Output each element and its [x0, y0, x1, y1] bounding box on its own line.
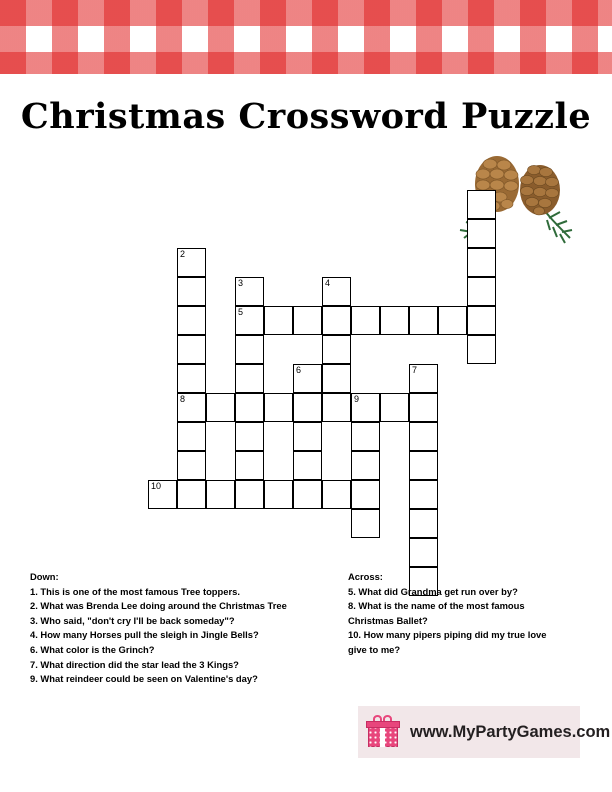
crossword-cell[interactable] [351, 393, 380, 422]
cell-number: 7 [412, 365, 418, 375]
crossword-cell[interactable] [293, 451, 322, 480]
crossword-cell[interactable] [409, 364, 438, 393]
crossword-cell[interactable] [235, 306, 264, 335]
cell-number: 4 [325, 278, 331, 288]
cell-number: 9 [354, 394, 360, 404]
crossword-cell[interactable] [148, 480, 177, 509]
cell-number: 10 [151, 481, 162, 491]
clues-section [0, 570, 612, 685]
crossword-cell[interactable] [322, 364, 351, 393]
cell-number: 5 [238, 307, 244, 317]
crossword-cell[interactable] [177, 393, 206, 422]
cell-number: 3 [238, 278, 244, 288]
website-url: www.MyPartyGames.com [410, 722, 611, 741]
crossword-cell[interactable] [380, 306, 409, 335]
crossword-cell[interactable] [351, 480, 380, 509]
gingham-banner [0, 0, 612, 80]
across-clue-5: 5. What did Grandma get run over by? [348, 585, 518, 597]
crossword-cell[interactable] [177, 480, 206, 509]
crossword-cell[interactable] [380, 393, 409, 422]
crossword-cell[interactable] [351, 509, 380, 538]
crossword-cell[interactable] [293, 306, 322, 335]
crossword-cell[interactable] [467, 219, 496, 248]
crossword-cell[interactable] [264, 480, 293, 509]
crossword-cell[interactable] [409, 538, 438, 567]
cell-number: 8 [180, 394, 186, 404]
down-clues [30, 570, 350, 687]
crossword-cell[interactable] [177, 306, 206, 335]
crossword-cell[interactable] [467, 335, 496, 364]
crossword-cell[interactable] [409, 306, 438, 335]
crossword-cell[interactable] [322, 480, 351, 509]
crossword-cell[interactable] [322, 393, 351, 422]
crossword-cell[interactable] [177, 364, 206, 393]
page-title: Christmas Crossword Puzzle [20, 96, 592, 137]
down-clue-2: 2. What was Brenda Lee doing around the Christmas Tree [30, 600, 287, 612]
crossword-cell[interactable] [235, 364, 264, 393]
crossword-cell[interactable] [177, 248, 206, 277]
across-clue-10: 10. How many pipers piping did my true love [348, 629, 547, 641]
crossword-cell[interactable] [235, 277, 264, 306]
crossword-cell[interactable] [177, 422, 206, 451]
crossword-cell[interactable] [206, 480, 235, 509]
crossword-cell[interactable] [177, 451, 206, 480]
cell-number: 6 [296, 365, 302, 375]
crossword-cell[interactable] [177, 277, 206, 306]
crossword-cell[interactable] [409, 480, 438, 509]
crossword-cell[interactable] [264, 393, 293, 422]
crossword-cell[interactable] [235, 422, 264, 451]
crossword-cell[interactable] [293, 393, 322, 422]
across-clue-8-cont: Christmas Ballet? [348, 614, 428, 626]
crossword-cell[interactable] [351, 451, 380, 480]
down-clue-6: 6. What color is the Grinch? [30, 643, 155, 655]
down-clues-heading: Down: [30, 571, 59, 582]
crossword-cell[interactable] [467, 277, 496, 306]
crossword-cell[interactable] [409, 393, 438, 422]
across-clue-10-cont: give to me? [348, 643, 401, 655]
crossword-cell[interactable] [322, 306, 351, 335]
crossword-cell[interactable] [409, 451, 438, 480]
footer-logo[interactable] [358, 706, 611, 758]
crossword-cell[interactable] [409, 422, 438, 451]
crossword-cell[interactable] [235, 393, 264, 422]
crossword-cell[interactable] [351, 306, 380, 335]
crossword-cell[interactable] [467, 248, 496, 277]
crossword-cell[interactable] [351, 422, 380, 451]
crossword-cell[interactable] [235, 451, 264, 480]
crossword-cell[interactable] [235, 480, 264, 509]
crossword-cell[interactable] [235, 335, 264, 364]
down-clue-4: 4. How many Horses pull the sleigh in Jingle Bells? [30, 629, 259, 641]
across-clues [348, 570, 598, 658]
crossword-cell[interactable] [409, 509, 438, 538]
gift-icon [366, 715, 400, 749]
down-clue-9: 9. What reindeer could be seen on Valentine's day? [30, 673, 258, 685]
crossword-cell[interactable] [293, 480, 322, 509]
down-clue-3: 3. Who said, "don't cry I'll be back someday"? [30, 614, 235, 626]
crossword-cell[interactable] [322, 335, 351, 364]
down-clue-1: 1. This is one of the most famous Tree toppers. [30, 585, 240, 597]
crossword-cell[interactable] [206, 393, 235, 422]
crossword-cell[interactable] [438, 306, 467, 335]
crossword-cell[interactable] [467, 190, 496, 219]
cell-number: 2 [180, 249, 186, 259]
crossword-cell[interactable] [322, 277, 351, 306]
crossword-cell[interactable] [177, 335, 206, 364]
crossword-cell[interactable] [293, 364, 322, 393]
across-clues-heading: Across: [348, 571, 383, 582]
across-clue-8: 8. What is the name of the most famous [348, 600, 525, 612]
crossword-cell[interactable] [293, 422, 322, 451]
crossword-cell[interactable] [264, 306, 293, 335]
down-clue-7: 7. What direction did the star lead the 3 Kings? [30, 658, 239, 670]
crossword-cell[interactable] [467, 306, 496, 335]
